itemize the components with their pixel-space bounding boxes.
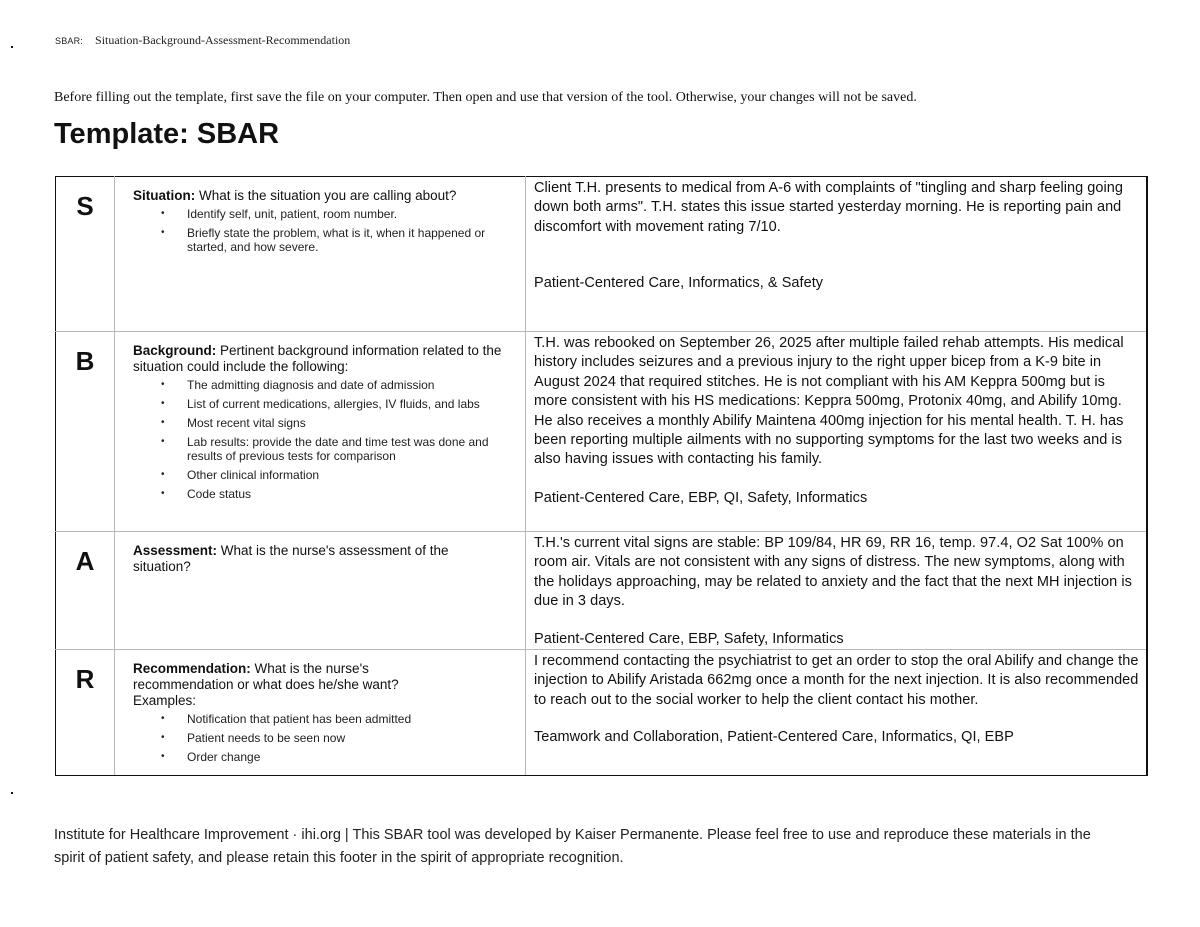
prompt-bullet: • Identify self, unit, patient, room number. bbox=[187, 207, 507, 221]
row-letter: A bbox=[56, 532, 115, 650]
page-mark bbox=[11, 792, 13, 794]
page-mark bbox=[11, 46, 13, 48]
page-title: Template: SBAR bbox=[54, 118, 280, 150]
response-text: Client T.H. presents to medical from A-6 with complaints of "tingling and sharp feeling going down both arms". T.H. states this issue started yesterday morning. He is reporting pain and discomfort with movement rating 7/10. bbox=[534, 180, 1124, 235]
prompt-lead: Assessment: bbox=[133, 543, 218, 558]
prompt-bullets bbox=[133, 712, 507, 764]
prompt-text: What is the nurse's assessment of the situation? bbox=[133, 543, 449, 574]
prompt-lead: Background: bbox=[133, 343, 217, 358]
prompt-lead: Situation: bbox=[133, 188, 196, 203]
row-letter: S bbox=[56, 177, 115, 332]
prompt-bullets bbox=[133, 378, 507, 501]
row-prompt bbox=[115, 177, 526, 332]
prompt-lead: Recommendation: bbox=[133, 661, 251, 677]
prompt-bullet: • The admitting diagnosis and date of admission bbox=[187, 378, 507, 392]
prompt-bullet: • Order change bbox=[187, 750, 507, 764]
page-footer: Institute for Healthcare Improvement · ihi.org | This SBAR tool was developed by Kaiser Permanente. Please feel free to use and reproduce these materials in the spirit of patient safety, and please retain this footer in the spirit of appropriate recognition. bbox=[54, 827, 1091, 866]
prompt-text: Pertinent background information related to the situation could include the following: bbox=[133, 343, 502, 374]
sbar-row-recommendation bbox=[56, 650, 1147, 776]
row-prompt bbox=[115, 332, 526, 532]
sbar-row-situation bbox=[56, 177, 1147, 332]
prompt-text: What is the situation you are calling about? bbox=[195, 188, 457, 203]
response-field[interactable] bbox=[526, 532, 1147, 650]
row-letter: B bbox=[56, 332, 115, 532]
prompt-bullet: • Other clinical information bbox=[187, 468, 507, 482]
prompt-text: What is the nurse's recommendation or what does he/she want? Examples: bbox=[133, 661, 399, 709]
running-header bbox=[55, 33, 350, 48]
prompt-bullets bbox=[133, 207, 507, 254]
qsen-competencies: Teamwork and Collaboration, Patient-Centered Care, Informatics, QI, EBP bbox=[534, 729, 1014, 746]
response-field[interactable] bbox=[526, 332, 1147, 532]
response-text: T.H. was rebooked on September 26, 2025 after multiple failed rehab attempts. His medical history includes seizures and a previous injury to the right upper bicep from a K-9 bite in August 2024 that required stitches. He is not compliant with his AM Keppra 500mg but is more consistent with his HS medications: Keppra 500mg, Protonix 40mg, and Abilify 10mg. He also receives a monthly Abilify Maintena 400mg injection for his mental health. T. H. has been reporting multiple ailments with no supporting symptoms for the last two weeks and is also having issues with contacting his family. bbox=[534, 335, 1124, 468]
row-prompt bbox=[115, 650, 526, 776]
sbar-row-assessment bbox=[56, 532, 1147, 650]
header-label: SBAR: bbox=[55, 36, 84, 46]
response-field[interactable] bbox=[526, 650, 1147, 776]
row-prompt bbox=[115, 532, 526, 650]
prompt-bullet: • Notification that patient has been admitted bbox=[187, 712, 507, 726]
prompt-bullet: • Briefly state the problem, what is it, when it happened or started, and how severe. bbox=[187, 226, 507, 254]
header-title: Situation-Background-Assessment-Recommendation bbox=[95, 33, 351, 47]
sbar-row-background bbox=[56, 332, 1147, 532]
sbar-table bbox=[55, 176, 1148, 776]
instruction-text: Before filling out the template, first save the file on your computer. Then open and use that version of the tool. Otherwise, your changes will not be saved. bbox=[54, 90, 917, 105]
qsen-competencies: Patient-Centered Care, Informatics, & Safety bbox=[534, 275, 824, 292]
response-field[interactable] bbox=[526, 177, 1147, 332]
prompt-bullet: • List of current medications, allergies, IV fluids, and labs bbox=[187, 397, 507, 411]
qsen-competencies: Patient-Centered Care, EBP, QI, Safety, Informatics bbox=[534, 489, 868, 506]
qsen-competencies: Patient-Centered Care, EBP, Safety, Informatics bbox=[534, 630, 844, 647]
response-text: T.H.'s current vital signs are stable: BP 109/84, HR 69, RR 16, temp. 97.4, O2 Sat 100% on room air. Vitals are not consistent with any signs of distress. The new symptoms, along with the holidays approaching, may be related to anxiety and the fact that the next MH injection is due in 3 days. bbox=[534, 535, 1132, 610]
response-text: I recommend contacting the psychiatrist to get an order to stop the oral Abilify and change the injection to Abilify Aristada 662mg once a month for the next injection. It is also recommended to reach out to the social worker to help the client contact his mother. bbox=[534, 653, 1139, 708]
prompt-bullet: • Lab results: provide the date and time test was done and results of previous tests for comparison bbox=[187, 435, 507, 463]
prompt-bullet: • Patient needs to be seen now bbox=[187, 731, 507, 745]
prompt-bullet: • Most recent vital signs bbox=[187, 416, 507, 430]
prompt-bullet: • Code status bbox=[187, 487, 507, 501]
row-letter: R bbox=[56, 650, 115, 776]
